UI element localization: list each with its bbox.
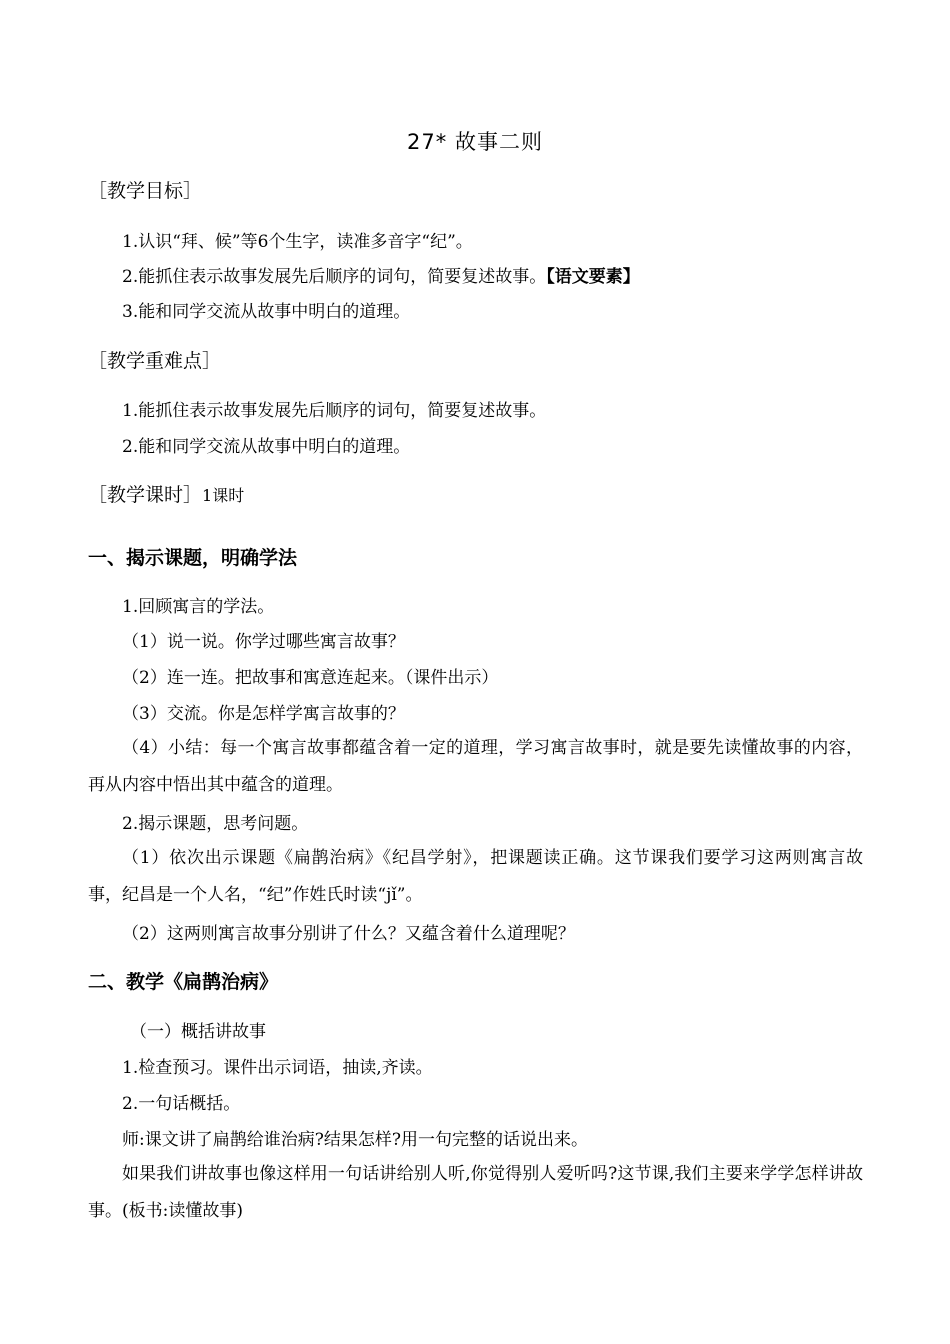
section2-heading: 二、教学《扁鹊治病》 [88, 971, 279, 993]
keypoints-heading: ［教学重难点］ [88, 350, 222, 372]
section2-p3: 2.一句话概括。 [122, 1094, 241, 1114]
goals-heading: ［教学目标］ [88, 180, 203, 202]
section1-p4: （3）交流。你是怎样学寓言故事的？ [122, 704, 405, 724]
section1-heading: 一、揭示课题，明确学法 [88, 547, 298, 569]
section1-p1: 1.回顾寓言的学法。 [122, 597, 275, 617]
goals-tag: 【语文要素】 [546, 267, 640, 287]
section1-p3: （2）连一连。把故事和寓意连起来。（课件出示） [122, 668, 499, 688]
goals-item-1: 1.认识“拜、候”等6个生字，读准多音字“纪”。 [122, 232, 473, 252]
keypoints-item-1: 1.能抓住表示故事发展先后顺序的词句，简要复述故事。 [122, 401, 547, 421]
hours-heading [88, 482, 244, 509]
goals-item-2 [122, 265, 640, 289]
keypoints-item-2: 2.能和同学交流从故事中明白的道理。 [122, 437, 411, 457]
goals-item-2-text: 2.能抓住表示故事发展先后顺序的词句，简要复述故事。 [122, 267, 547, 287]
section2-p2: 1.检查预习。课件出示词语，抽读,齐读。 [122, 1058, 433, 1078]
hours-value: 1课时 [202, 486, 245, 505]
section1-p2: （1）说一说。你学过哪些寓言故事？ [122, 632, 405, 652]
section2-p4: 师:课文讲了扁鹊给谁治病?结果怎样?用一句完整的话说出来。 [122, 1130, 588, 1150]
section1-p6: 2.揭示课题，思考问题。 [122, 814, 309, 834]
page-title: 27* 故事二则 [407, 130, 543, 154]
section2-p1: （一）概括讲故事 [130, 1022, 266, 1042]
section1-p8: （2）这两则寓言故事分别讲了什么？又蕴含着什么道理呢？ [122, 924, 575, 944]
section2-p5: 如果我们讲故事也像这样用一句话讲给别人听,你觉得别人爱听吗?这节课,我们主要来学学怎样讲故事。(板书:读懂故事) [88, 1164, 863, 1221]
section1-p5: （4）小结：每一个寓言故事都蕴含着一定的道理，学习寓言故事时，就是要先读懂故事的内容，再从内容中悟出其中蕴含的道理。 [88, 738, 863, 795]
hours-heading-label: ［教学课时］ [88, 484, 203, 506]
goals-item-3: 3.能和同学交流从故事中明白的道理。 [122, 302, 411, 322]
section1-p7: （1）依次出示课题《扁鹊治病》《纪昌学射》，把课题读正确。这节课我们要学习这两则寓言故事，纪昌是一个人名，“纪”作姓氏时读“jǐ”。 [88, 848, 863, 905]
